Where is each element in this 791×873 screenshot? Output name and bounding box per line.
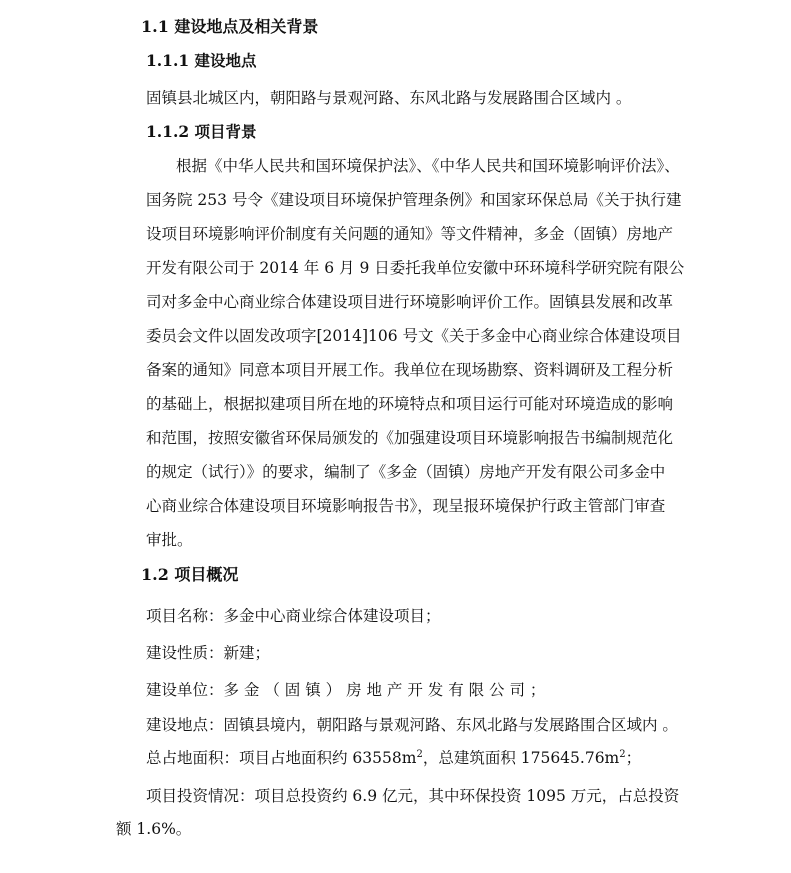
area-superscript: 2	[416, 748, 423, 760]
overview-site: 建设地点：固镇县境内，朝阳路与景观河路、东风北路与发展路围合区域内 。	[146, 716, 678, 734]
paragraph-line: 的基础上，根据拟建项目所在地的环境特点和项目运行可能对环境造成的影响	[146, 395, 674, 413]
heading-1-1-1: 1.1.1 建设地点	[146, 51, 257, 70]
paragraph-line: 开发有限公司于 2014 年 6 月 9 日委托我单位安徽中环环境科学研究院有限公	[146, 259, 685, 277]
paragraph-line: 备案的通知》同意本项目开展工作。我单位在现场勘察、资料调研及工程分析	[146, 361, 674, 379]
overview-area	[146, 747, 641, 769]
overview-unit: 建设单位：多 金 （ 固 镇 ） 房 地 产 开 发 有 限 公 司 ；	[146, 681, 546, 699]
location-paragraph: 固镇县北城区内，朝阳路与景观河路、东风北路与发展路围合区域内 。	[146, 89, 632, 107]
paragraph-line: 的规定（试行）》的要求，编制了《多金（固镇）房地产开发有限公司多金中	[146, 463, 666, 481]
paragraph-line: 委员会文件以固发改项字[2014]106 号文《关于多金中心商业综合体建设项目	[146, 327, 682, 345]
heading-1-2: 1.2 项目概况	[141, 565, 239, 584]
area-mid: ，总建筑面积 175645.76m	[422, 749, 620, 767]
paragraph-line: 心商业综合体建设项目环境影响报告书》，现呈报环境保护行政主管部门审查	[146, 497, 666, 515]
area-superscript-2: 2	[619, 748, 626, 760]
paragraph-line: 设项目环境影响评价制度有关问题的通知》等文件精神，多金（固镇）房地产	[146, 225, 674, 243]
paragraph-line: 审批。	[146, 531, 193, 549]
overview-project-name: 项目名称：多金中心商业综合体建设项目；	[146, 607, 441, 625]
heading-1-1: 1.1 建设地点及相关背景	[141, 17, 319, 36]
area-suffix: ；	[625, 749, 642, 767]
area-prefix: 总占地面积：项目占地面积约 63558m	[146, 749, 417, 767]
heading-1-1-2: 1.1.2 项目背景	[146, 122, 257, 141]
overview-nature: 建设性质：新建；	[146, 644, 271, 662]
paragraph-line: 司对多金中心商业综合体建设项目进行环境影响评价工作。固镇县发展和改革	[146, 293, 674, 311]
paragraph-line: 根据《中华人民共和国环境保护法》、《中华人民共和国环境影响评价法》、	[176, 157, 680, 175]
paragraph-line: 和范围，按照安徽省环保局颁发的《加强建设项目环境影响报告书编制规范化	[146, 429, 674, 447]
overview-investment-line: 项目投资情况：项目总投资约 6.9 亿元，其中环保投资 1095 万元，占总投资	[146, 787, 680, 805]
paragraph-line: 国务院 253 号令《建设项目环境保护管理条例》和国家环保总局《关于执行建	[146, 191, 682, 209]
overview-investment-line: 额 1.6%。	[116, 820, 192, 838]
